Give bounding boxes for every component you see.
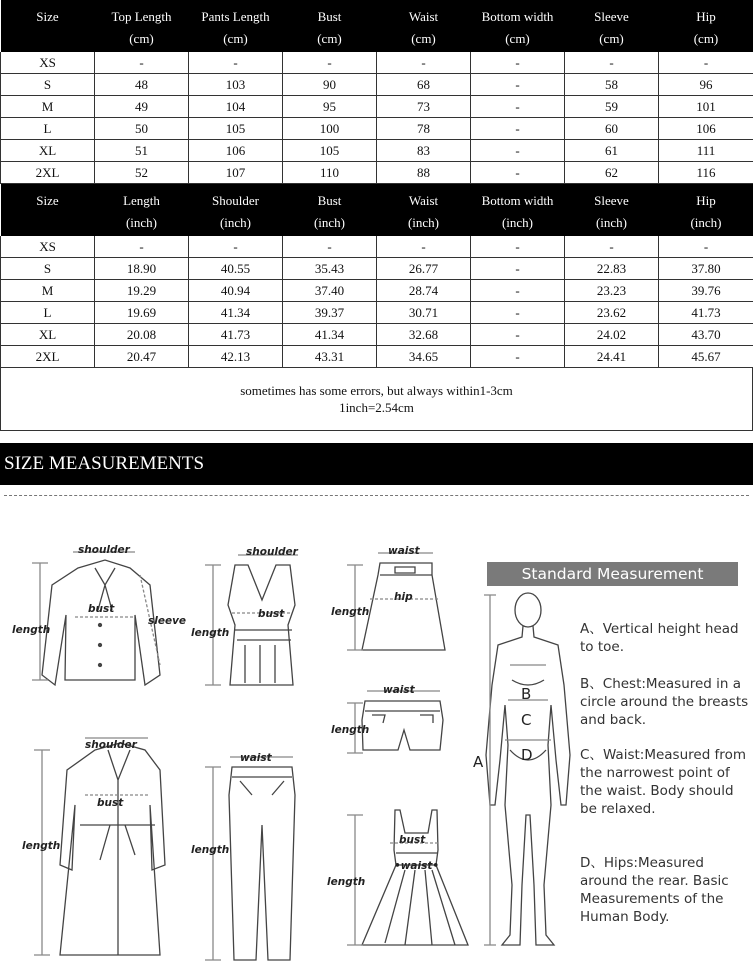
definition-b-key: B、 [580, 676, 603, 692]
table-row [1, 118, 753, 140]
table-cell: 43.31 [283, 346, 377, 368]
table-cell: - [659, 236, 753, 258]
table-row [1, 162, 753, 184]
inch-table-body [1, 236, 753, 368]
table-cell: 88 [377, 162, 471, 184]
table-cell: - [471, 346, 565, 368]
cm-table-body [1, 52, 753, 184]
table-cell: 106 [659, 118, 753, 140]
table-cell: 101 [659, 96, 753, 118]
table-cell: 43.70 [659, 324, 753, 346]
table-cell: - [471, 140, 565, 162]
table-cell: 39.37 [283, 302, 377, 324]
table-cell: - [471, 118, 565, 140]
skirt-hip-label: hip [394, 591, 413, 603]
shorts-waist-label: waist [383, 684, 415, 696]
definition-d-key: D、 [580, 855, 604, 871]
tank-bust-label: bust [258, 608, 285, 620]
table-cell: XS [1, 52, 95, 74]
table-cell: 34.65 [377, 346, 471, 368]
table-cell: - [471, 236, 565, 258]
table-cell: 83 [377, 140, 471, 162]
table-cell: - [95, 236, 189, 258]
table-cell: 95 [283, 96, 377, 118]
tolerance-note-line: sometimes has some errors, but always within1-3cm [240, 383, 513, 398]
dashed-divider [4, 495, 749, 496]
table-cell: 2XL [1, 162, 95, 184]
table-row [1, 236, 753, 258]
table-cell: 40.55 [189, 258, 283, 280]
table-row [1, 302, 753, 324]
inch-size-table [0, 184, 753, 368]
table-cell: 28.74 [377, 280, 471, 302]
table-cell: 116 [659, 162, 753, 184]
table-cell: 20.47 [95, 346, 189, 368]
table-cell: 32.68 [377, 324, 471, 346]
tank-length-label: length [191, 627, 230, 639]
shorts-length-label: length [331, 724, 370, 736]
definition-b-text: Chest:Measured in a circle around the breasts and back. [580, 676, 749, 728]
table-cell: S [1, 74, 95, 96]
table-cell: L [1, 118, 95, 140]
inch-header-bust: Bust (inch) [283, 184, 377, 236]
table-cell: 23.62 [565, 302, 659, 324]
coat-length-label: length [22, 840, 61, 852]
table-cell: 104 [189, 96, 283, 118]
table-cell: 42.13 [189, 346, 283, 368]
table-row [1, 52, 753, 74]
coat-shoulder-label: shoulder [85, 739, 137, 751]
table-cell: 19.69 [95, 302, 189, 324]
table-cell: S [1, 258, 95, 280]
standard-measurement-title: Standard Measurement [487, 562, 738, 586]
cm-size-table [0, 0, 753, 184]
table-cell: 37.80 [659, 258, 753, 280]
tolerance-note [0, 367, 753, 431]
table-cell: 19.29 [95, 280, 189, 302]
table-cell: 105 [283, 140, 377, 162]
cm-header-row [1, 0, 753, 52]
table-cell: 26.77 [377, 258, 471, 280]
cm-header-top-length: Top Length (cm) [95, 0, 189, 52]
blouse-shoulder-label: shoulder [78, 544, 130, 556]
table-cell: 41.73 [659, 302, 753, 324]
table-cell: 58 [565, 74, 659, 96]
trousers-waist-label: waist [240, 752, 272, 764]
definition-b [580, 675, 752, 729]
table-cell: 96 [659, 74, 753, 96]
table-cell: - [189, 236, 283, 258]
inch-header-row [1, 184, 753, 236]
table-cell: 100 [283, 118, 377, 140]
table-cell: - [471, 52, 565, 74]
table-cell: 59 [565, 96, 659, 118]
cm-header-bottom-width: Bottom width (cm) [471, 0, 565, 52]
table-cell: 20.08 [95, 324, 189, 346]
inch-header-waist: Waist (inch) [377, 184, 471, 236]
table-cell: - [471, 258, 565, 280]
table-cell: - [283, 52, 377, 74]
table-cell: 35.43 [283, 258, 377, 280]
table-row [1, 346, 753, 368]
table-cell: 24.41 [565, 346, 659, 368]
dress-bust-label: bust [399, 834, 426, 846]
table-cell: 51 [95, 140, 189, 162]
dress-length-label: length [327, 876, 366, 888]
cm-header-bust: Bust (cm) [283, 0, 377, 52]
inch-header-hip: Hip (inch) [659, 184, 753, 236]
table-row [1, 140, 753, 162]
table-cell: - [471, 302, 565, 324]
table-cell: XL [1, 324, 95, 346]
size-measurements-banner: SIZE MEASUREMENTS [0, 443, 753, 485]
table-cell: L [1, 302, 95, 324]
blouse-bust-label: bust [88, 603, 115, 615]
table-cell: 105 [189, 118, 283, 140]
trousers-length-label: length [191, 844, 230, 856]
table-cell: 111 [659, 140, 753, 162]
table-cell: 39.76 [659, 280, 753, 302]
cm-header-hip: Hip (cm) [659, 0, 753, 52]
table-cell: 30.71 [377, 302, 471, 324]
table-cell: - [471, 324, 565, 346]
table-cell: - [377, 52, 471, 74]
table-cell: - [471, 96, 565, 118]
inch-header-shoulder: Shoulder (inch) [189, 184, 283, 236]
table-cell: - [283, 236, 377, 258]
table-cell: 37.40 [283, 280, 377, 302]
table-cell: 50 [95, 118, 189, 140]
table-cell: 22.83 [565, 258, 659, 280]
figure-label-d: D [521, 746, 533, 764]
skirt-waist-label: waist [388, 545, 420, 557]
table-cell: XS [1, 236, 95, 258]
table-cell: 48 [95, 74, 189, 96]
table-row [1, 96, 753, 118]
table-cell: 40.94 [189, 280, 283, 302]
inch-header-length: Length (inch) [95, 184, 189, 236]
skirt-length-label: length [331, 606, 370, 618]
table-cell: 45.67 [659, 346, 753, 368]
table-cell: 24.02 [565, 324, 659, 346]
conversion-note-line: 1inch=2.54cm [339, 400, 414, 415]
table-cell: 62 [565, 162, 659, 184]
table-cell: 107 [189, 162, 283, 184]
table-cell: - [471, 280, 565, 302]
table-cell: 103 [189, 74, 283, 96]
cm-header-waist: Waist (cm) [377, 0, 471, 52]
table-cell: 41.34 [283, 324, 377, 346]
table-cell: 110 [283, 162, 377, 184]
blouse-length-label: length [12, 624, 51, 636]
table-cell: 23.23 [565, 280, 659, 302]
table-cell: 41.73 [189, 324, 283, 346]
table-cell: 61 [565, 140, 659, 162]
table-cell: XL [1, 140, 95, 162]
table-cell: 68 [377, 74, 471, 96]
table-row [1, 324, 753, 346]
table-cell: 73 [377, 96, 471, 118]
table-row [1, 258, 753, 280]
table-cell: 52 [95, 162, 189, 184]
figure-label-c: C [521, 711, 532, 729]
table-cell: 106 [189, 140, 283, 162]
definition-c-text: Waist:Measured from the narrowest point of the waist. Body should be relaxed. [580, 747, 746, 817]
figure-label-a: A [473, 753, 484, 771]
table-cell: 2XL [1, 346, 95, 368]
table-cell: - [565, 52, 659, 74]
table-cell: 78 [377, 118, 471, 140]
dress-waist-label: •waist• [394, 860, 440, 872]
table-row [1, 74, 753, 96]
figure-label-b: B [521, 685, 532, 703]
cm-header-size: Size [1, 0, 95, 52]
table-cell: - [95, 52, 189, 74]
definition-d [580, 854, 752, 926]
table-cell: - [377, 236, 471, 258]
table-row [1, 280, 753, 302]
table-cell: - [565, 236, 659, 258]
definition-d-text: Hips:Measured around the rear. Basic Measurements of the Human Body. [580, 855, 729, 925]
table-cell: 18.90 [95, 258, 189, 280]
table-cell: 60 [565, 118, 659, 140]
table-cell: - [189, 52, 283, 74]
tank-shoulder-label: shoulder [246, 546, 298, 558]
table-cell: 41.34 [189, 302, 283, 324]
inch-header-size: Size [1, 184, 95, 236]
cm-header-pants-length: Pants Length (cm) [189, 0, 283, 52]
definition-a-text: Vertical height head to toe. [580, 621, 739, 655]
table-cell: - [471, 162, 565, 184]
table-cell: M [1, 280, 95, 302]
blouse-sleeve-label: sleeve [148, 615, 187, 627]
cm-header-sleeve: Sleeve (cm) [565, 0, 659, 52]
coat-bust-label: bust [97, 797, 124, 809]
definition-c-key: C、 [580, 747, 603, 763]
table-cell: 49 [95, 96, 189, 118]
table-cell: - [471, 74, 565, 96]
table-cell: M [1, 96, 95, 118]
inch-header-sleeve: Sleeve (inch) [565, 184, 659, 236]
definition-a-key: A、 [580, 621, 603, 637]
table-cell: 90 [283, 74, 377, 96]
inch-header-bottom-width: Bottom width (inch) [471, 184, 565, 236]
definition-c [580, 746, 752, 818]
definition-a [580, 620, 752, 656]
table-cell: - [659, 52, 753, 74]
